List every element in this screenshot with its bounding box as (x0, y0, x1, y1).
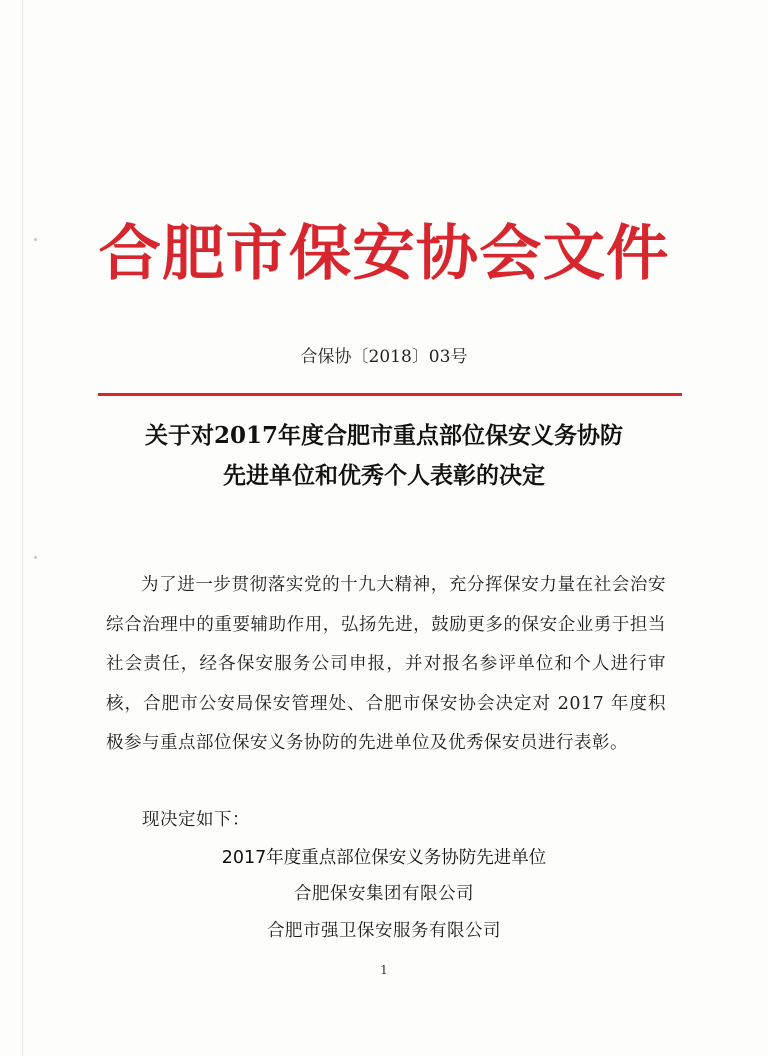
page-number: 1 (380, 963, 388, 977)
award-unit: 合肥保安集团有限公司 (294, 884, 474, 904)
document-number: 合保协〔2018〕03号 (300, 347, 468, 367)
document-subject (0, 416, 768, 496)
award-unit: 合肥市强卫保安服务有限公司 (267, 921, 501, 941)
decision-intro: 现决定如下： (142, 810, 250, 830)
subject-line-1: 关于对2017年度合肥市重点部位保安义务协防 (144, 422, 623, 449)
binding-mark (34, 556, 37, 559)
body-paragraph: 为了进一步贯彻落实党的十九大精神，充分挥保安力量在社会治安综合治理中的重要辅助作用，弘扬先进，鼓励更多的保安企业勇于担当社会责任，经各保安服务公司申报，并对报名参评单位和个人进行审核，合肥市公安局保安管理处、合肥市保安协会决定对 2017 年度积极参与重点部位保安义务协防的先进单位及优秀保安员进行表彰。 (106, 575, 666, 753)
red-divider-line (98, 393, 682, 396)
subject-line-2: 先进单位和优秀个人表彰的决定 (223, 462, 545, 489)
section-heading: 2017年度重点部位保安义务协防先进单位 (221, 848, 547, 868)
document-header-title: 合肥市保安协会文件 (98, 219, 670, 289)
